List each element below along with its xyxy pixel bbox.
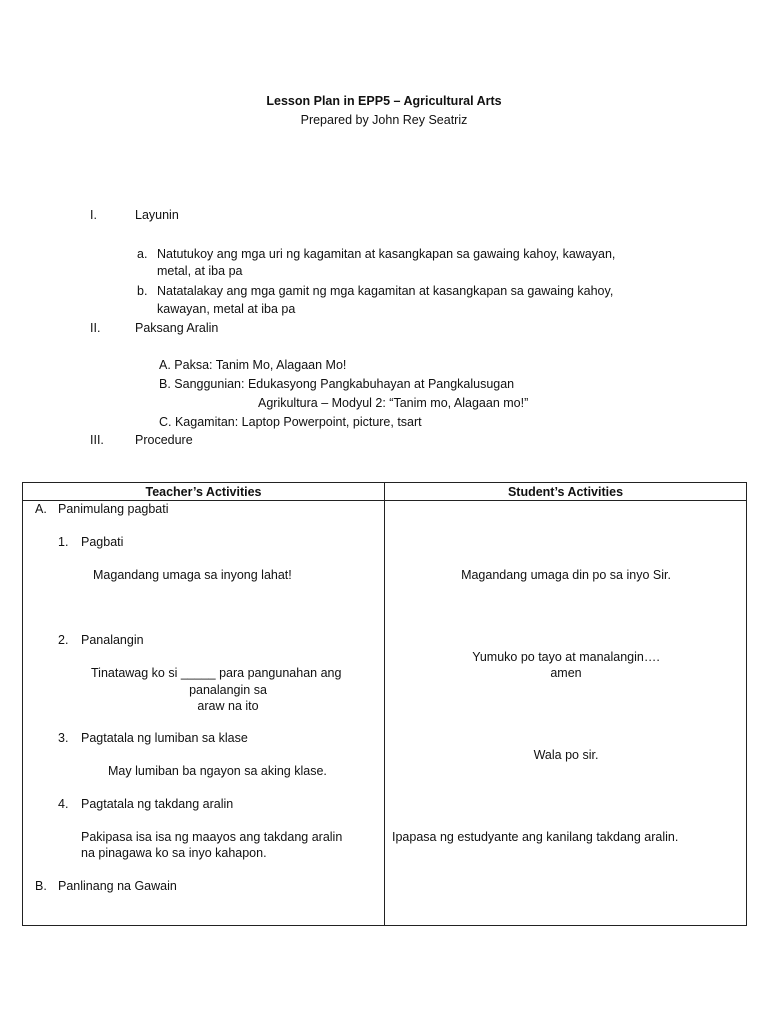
objective-text: Natatalakay ang mga gamit ng mga kagamitan at kasangkapan sa gawaing kahoy, [157, 284, 614, 298]
student-response: amen [550, 666, 582, 680]
student-activities-cell [385, 501, 747, 926]
teacher-line: Magandang umaga sa inyong lahat! [93, 568, 292, 582]
section-number: I. [90, 208, 97, 222]
step-heading: Pagtatala ng lumiban sa klase [81, 731, 248, 745]
teacher-line: araw na ito [197, 699, 259, 713]
student-response: Yumuko po tayo at manalangin…. [472, 650, 660, 664]
topic-item: B. Sanggunian: Edukasyong Pangkabuhayan at Pangkalusugan [159, 377, 515, 391]
objective-letter: b. [137, 284, 148, 298]
teacher-activities-header: Teacher’s Activities [23, 483, 385, 501]
section-heading: Paksang Aralin [135, 321, 219, 335]
section-number: III. [90, 433, 104, 447]
objective-text: kawayan, metal at iba pa [157, 302, 296, 316]
teacher-line: panalangin sa [189, 683, 267, 697]
teacher-line: na pinagawa ko sa inyo kahapon. [81, 846, 267, 860]
section-heading: Layunin [135, 208, 179, 222]
step-heading: Pagbati [81, 535, 124, 549]
teacher-line: May lumiban ba ngayon sa aking klase. [108, 764, 327, 778]
topic-item-continuation: Agrikultura – Modyul 2: “Tanim mo, Alagaan mo!” [258, 396, 529, 410]
table-header-row [23, 483, 747, 501]
procedure-table [22, 482, 747, 926]
table-row [23, 501, 747, 926]
step-number: 2. [58, 633, 69, 647]
student-activities-header: Student’s Activities [385, 483, 747, 501]
step-number: 3. [58, 731, 69, 745]
document-title: Lesson Plan in EPP5 – Agricultural Arts [266, 94, 502, 108]
document-author: Prepared by John Rey Seatriz [300, 113, 468, 127]
part-letter: A. [35, 502, 47, 516]
step-number: 1. [58, 535, 69, 549]
part-heading: Panlinang na Gawain [58, 879, 177, 893]
step-number: 4. [58, 797, 69, 811]
objective-letter: a. [137, 247, 148, 261]
topic-item: A. Paksa: Tanim Mo, Alagaan Mo! [159, 358, 347, 372]
section-heading: Procedure [135, 433, 193, 447]
step-heading: Pagtatala ng takdang aralin [81, 797, 234, 811]
part-heading: Panimulang pagbati [58, 502, 169, 516]
student-response: Wala po sir. [533, 748, 599, 762]
student-response: Magandang umaga din po sa inyo Sir. [461, 568, 671, 582]
student-response: Ipapasa ng estudyante ang kanilang takdang aralin. [392, 830, 679, 844]
teacher-line: Tinatawag ko si _____ para pangunahan ang [91, 666, 342, 680]
objective-text: Natutukoy ang mga uri ng kagamitan at kasangkapan sa gawaing kahoy, kawayan, [157, 247, 616, 261]
topic-item: C. Kagamitan: Laptop Powerpoint, picture, tsart [159, 415, 422, 429]
step-heading: Panalangin [81, 633, 144, 647]
teacher-activities-cell [23, 501, 385, 926]
section-number: II. [90, 321, 101, 335]
objective-text: metal, at iba pa [157, 264, 243, 278]
teacher-line: Pakipasa isa isa ng maayos ang takdang aralin [81, 830, 343, 844]
part-letter: B. [35, 879, 47, 893]
